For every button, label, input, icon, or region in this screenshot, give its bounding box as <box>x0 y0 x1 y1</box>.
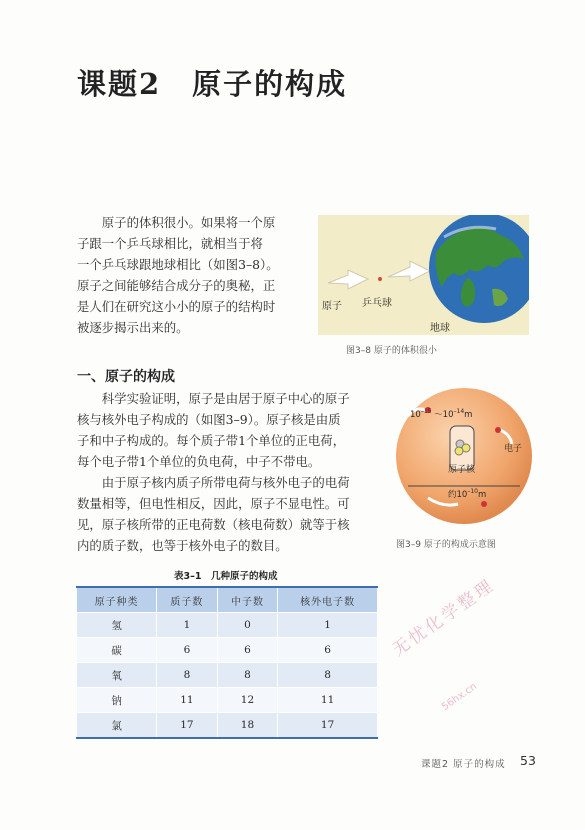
watermark-text: 无忧化学整理 <box>388 575 499 661</box>
table-row <box>77 713 378 739</box>
section-line: 科学实验证明，原子是由居于原子中心的原子 <box>101 391 350 406</box>
electron-dot <box>481 501 487 507</box>
section-line: 数量相等，但电性相反，因此，原子不显电性。可 <box>77 496 350 511</box>
page-number: 53 <box>520 753 536 768</box>
table-cell: 17 <box>157 713 218 739</box>
nucleus-size-exp2: –14 <box>453 408 465 416</box>
atom-size-prefix: 约10 <box>448 490 468 500</box>
table-cell: 8 <box>157 663 218 688</box>
figure-atom-structure <box>388 386 540 526</box>
table-cell: 6 <box>217 638 278 663</box>
table-cell: 12 <box>217 688 278 713</box>
section-line: 内的质子数，也等于核外电子的数目。 <box>77 538 288 553</box>
table-header-cell: 原子种类 <box>77 587 157 613</box>
table-header-cell: 中子数 <box>217 587 278 613</box>
table-cell: 钠 <box>77 688 157 713</box>
table-cell: 1 <box>157 613 218 638</box>
atom-size-label <box>448 488 486 500</box>
section-line: 由于原子核内质子所带电荷与核外电子的电荷 <box>101 475 350 490</box>
table-cell: 氢 <box>77 613 157 638</box>
running-footer: 课题2 原子的构成 <box>421 759 506 770</box>
table-row <box>77 638 378 663</box>
figure-3-9-caption: 图3–9 原子的构成示意图 <box>396 540 496 550</box>
table-cell: 8 <box>217 663 278 688</box>
watermark-url: 56hx.cn <box>440 681 480 714</box>
section-heading: 一、原子的构成 <box>77 369 175 385</box>
table-title: 表3–1 几种原子的构成 <box>174 571 278 582</box>
table-cell: 氯 <box>77 713 157 739</box>
intro-line: 原子的体积很小。如果将一个原 <box>101 215 276 230</box>
atom-structure-illustration <box>388 386 540 526</box>
label-earth: 地球 <box>430 323 450 334</box>
nucleon <box>455 447 463 455</box>
table-row <box>77 688 378 713</box>
lesson-title: 课题2 原子的构成 <box>77 67 348 101</box>
table-cell: 6 <box>278 638 378 663</box>
intro-line: 原子之间能够结合成分子的奥秘，正 <box>77 278 276 293</box>
table-header-row <box>77 587 378 613</box>
section-line: 核与核外电子构成的（如图3–9）。原子核是由质 <box>77 412 341 427</box>
nucleus-size-sep: ～10 <box>431 410 454 420</box>
intro-paragraph <box>77 212 307 338</box>
atom-dot <box>378 277 382 281</box>
table-cell: 11 <box>278 688 378 713</box>
table-cell: 0 <box>217 613 278 638</box>
figure-3-8-caption: 图3–8 原子的体积很小 <box>346 346 437 356</box>
table-cell: 碳 <box>77 638 157 663</box>
atom-size-exp: –10 <box>467 488 478 496</box>
electron-dot <box>495 427 501 433</box>
nucleus-size-exp: –15 <box>420 408 432 416</box>
label-pingpong: 乒乓球 <box>362 298 392 309</box>
arrow-ball-to-earth <box>388 261 430 281</box>
nucleus-size-base: 10 <box>410 410 421 420</box>
table-cell: 18 <box>217 713 278 739</box>
table-header-cell: 质子数 <box>157 587 218 613</box>
label-electron: 电子 <box>504 444 523 454</box>
table-cell: 11 <box>157 688 218 713</box>
arrow-atom-to-ball <box>328 270 368 289</box>
atom-vs-earth-illustration <box>318 215 529 335</box>
intro-line: 被逐步揭示出来的。 <box>77 320 189 335</box>
intro-line: 子跟一个乒乓球相比，就相当于将 <box>77 236 263 251</box>
table-row <box>77 613 378 638</box>
table-cell: 8 <box>278 663 378 688</box>
table-row <box>77 663 378 688</box>
table-cell: 6 <box>157 638 218 663</box>
atom-composition-table <box>76 586 378 739</box>
label-atom: 原子 <box>322 301 342 312</box>
section-body <box>77 388 387 556</box>
section-line: 见，原子核所带的正电荷数（核电荷数）就等于核 <box>77 517 350 532</box>
table-cell: 1 <box>278 613 378 638</box>
table-header-cell: 核外电子数 <box>278 587 378 613</box>
table-cell: 17 <box>278 713 378 739</box>
figure-atom-size <box>318 215 529 335</box>
section-line: 子和中子构成的。每个质子带1个单位的正电荷， <box>77 433 346 448</box>
intro-line: 一个乒乓球跟地球相比（如图3–8）。 <box>77 257 279 272</box>
label-nucleus: 原子核 <box>448 465 476 475</box>
nucleus-size-unit: m <box>464 410 473 420</box>
nucleus-size-label <box>410 408 472 420</box>
intro-line: 是人们在研究这小小的原子的结构时 <box>77 299 276 314</box>
atom-size-unit: m <box>477 490 487 500</box>
table-cell: 氧 <box>77 663 157 688</box>
section-line: 每个电子带1个单位的负电荷，中子不带电。 <box>77 454 321 469</box>
